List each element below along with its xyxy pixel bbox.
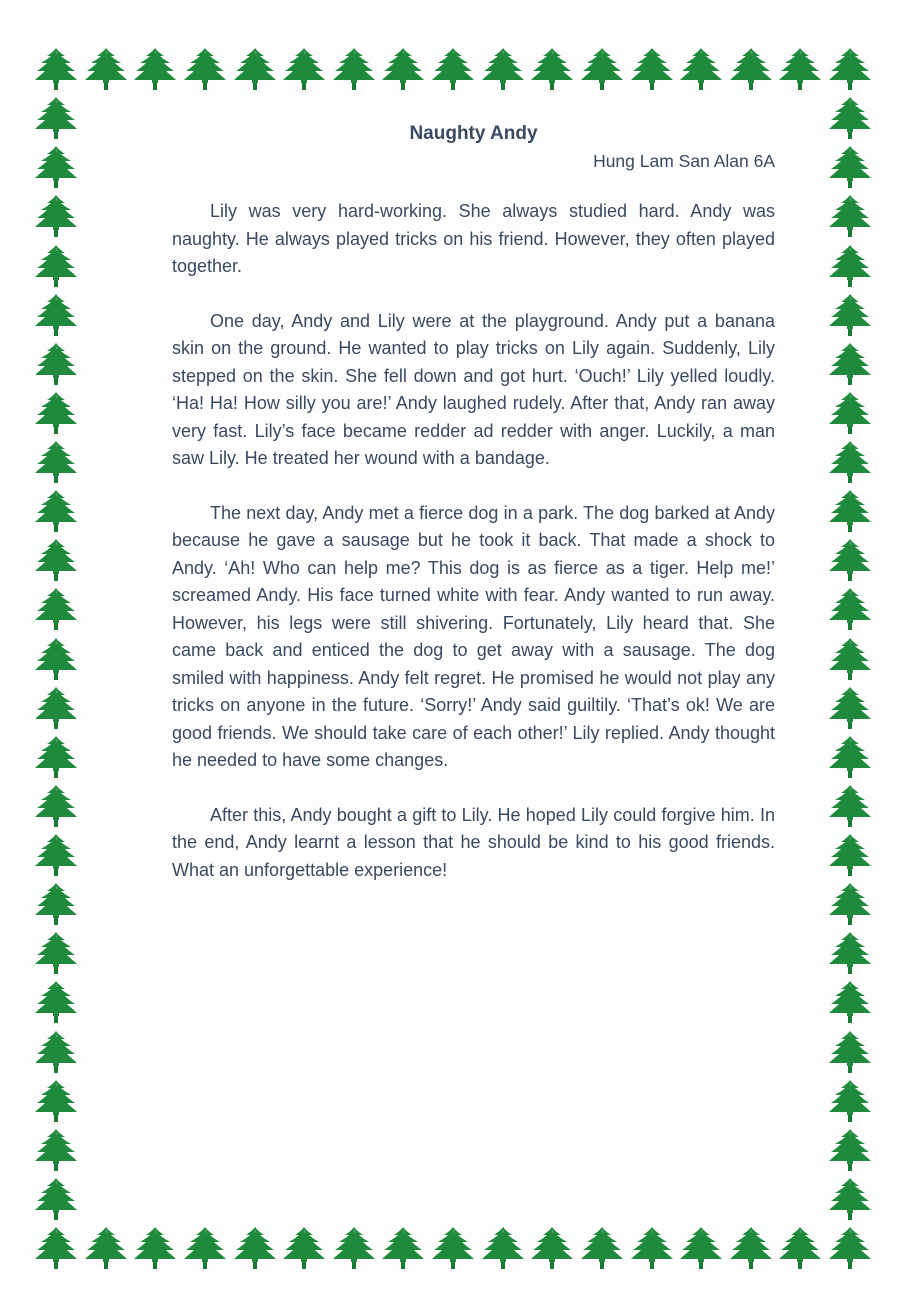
christmas-tree-icon [33,1176,79,1222]
christmas-tree-icon [380,46,426,92]
christmas-tree-icon [33,46,79,92]
christmas-tree-icon [827,439,873,485]
christmas-tree-icon [529,1225,575,1271]
christmas-tree-icon [33,783,79,829]
christmas-tree-icon [827,685,873,731]
paragraph-3: The next day, Andy met a fierce dog in a park. The dog barked at Andy because he gave a sausage but he took it back. That made a shock to Andy. ‘Ah! Who can help me? This dog is as fierce as a tiger. Help me!’ screamed Andy. His face turned white with fear. Andy wanted to run away. However, his legs were still shivering. Fortunately, Lily heard that. She came back and enticed the dog to get away with a sausage. The dog smiled with happiness. Andy felt regret. He promised he would not play any tricks on anyone in the future. ‘Sorry!’ Andy said guiltily. ‘That’s ok! We are good friends. We should take care of each other!’ Lily replied. Andy thought he needed to have some changes. [172,502,775,770]
christmas-tree-icon [33,734,79,780]
christmas-tree-icon [430,1225,476,1271]
christmas-tree-icon [827,1176,873,1222]
christmas-tree-icon [33,488,79,534]
christmas-tree-icon [827,1127,873,1173]
christmas-tree-icon [827,1225,873,1271]
christmas-tree-icon [33,881,79,927]
christmas-tree-icon [33,930,79,976]
christmas-tree-icon [579,46,625,92]
christmas-tree-icon [83,46,129,92]
christmas-tree-icon [827,46,873,92]
christmas-tree-icon [777,46,823,92]
christmas-tree-icon [132,46,178,92]
christmas-tree-icon [529,46,575,92]
christmas-tree-icon [827,930,873,976]
christmas-tree-icon [827,390,873,436]
christmas-tree-icon [827,537,873,583]
christmas-tree-icon [629,46,675,92]
christmas-tree-icon [83,1225,129,1271]
christmas-tree-icon [579,1225,625,1271]
christmas-tree-icon [728,46,774,92]
christmas-tree-icon [33,685,79,731]
essay [172,120,775,884]
christmas-tree-icon [33,95,79,141]
christmas-tree-icon [827,341,873,387]
christmas-tree-icon [827,193,873,239]
christmas-tree-icon [331,46,377,92]
christmas-tree-icon [629,1225,675,1271]
christmas-tree-icon [33,832,79,878]
christmas-tree-icon [33,636,79,682]
christmas-tree-icon [827,734,873,780]
christmas-tree-icon [678,46,724,92]
essay-author: Hung Lam San Alan 6A [593,151,775,171]
christmas-tree-icon [827,1029,873,1075]
christmas-tree-icon [33,390,79,436]
christmas-tree-icon [281,46,327,92]
christmas-tree-icon [827,832,873,878]
christmas-tree-icon [33,1225,79,1271]
christmas-tree-icon [728,1225,774,1271]
christmas-tree-icon [33,979,79,1025]
christmas-tree-icon [33,439,79,485]
christmas-tree-icon [33,193,79,239]
paragraph-4: After this, Andy bought a gift to Lily. He hoped Lily could forgive him. In the end, Andy learnt a lesson that he should be kind to his good friends. What an unforgettable experience! [172,804,775,880]
christmas-tree-icon [827,1078,873,1124]
christmas-tree-icon [33,341,79,387]
christmas-tree-icon [827,979,873,1025]
christmas-tree-icon [33,586,79,632]
christmas-tree-icon [33,243,79,289]
christmas-tree-icon [827,783,873,829]
christmas-tree-icon [827,95,873,141]
christmas-tree-icon [827,488,873,534]
christmas-tree-icon [480,1225,526,1271]
christmas-tree-icon [33,1029,79,1075]
paragraph-2: One day, Andy and Lily were at the playground. Andy put a banana skin on the ground. He wanted to play tricks on Lily again. Suddenly, Lily stepped on the skin. She fell down and got hurt. ‘Ouch!’ Lily yelled loudly. ‘Ha! Ha! How silly you are!’ Andy laughed rudely. After that, Andy ran away very fast. Lily’s face became redder ad redder with anger. Luckily, a man saw Lily. He treated her wound with a bandage. [172,310,775,468]
christmas-tree-icon [232,1225,278,1271]
christmas-tree-icon [132,1225,178,1271]
christmas-tree-icon [281,1225,327,1271]
christmas-tree-icon [182,46,228,92]
christmas-tree-icon [33,144,79,190]
christmas-tree-icon [33,1078,79,1124]
essay-title: Naughty Andy [409,123,538,144]
christmas-tree-icon [33,1127,79,1173]
christmas-tree-icon [480,46,526,92]
christmas-tree-icon [827,636,873,682]
christmas-tree-icon [827,586,873,632]
christmas-tree-icon [232,46,278,92]
christmas-tree-icon [380,1225,426,1271]
christmas-tree-icon [827,292,873,338]
christmas-tree-icon [678,1225,724,1271]
christmas-tree-icon [827,881,873,927]
christmas-tree-icon [182,1225,228,1271]
christmas-tree-icon [777,1225,823,1271]
christmas-tree-icon [33,292,79,338]
christmas-tree-icon [827,144,873,190]
christmas-tree-icon [430,46,476,92]
paragraph-1: Lily was very hard-working. She always studied hard. Andy was naughty. He always played tricks on his friend. However, they often played together. [172,201,775,276]
christmas-tree-icon [33,537,79,583]
christmas-tree-icon [331,1225,377,1271]
christmas-tree-icon [827,243,873,289]
